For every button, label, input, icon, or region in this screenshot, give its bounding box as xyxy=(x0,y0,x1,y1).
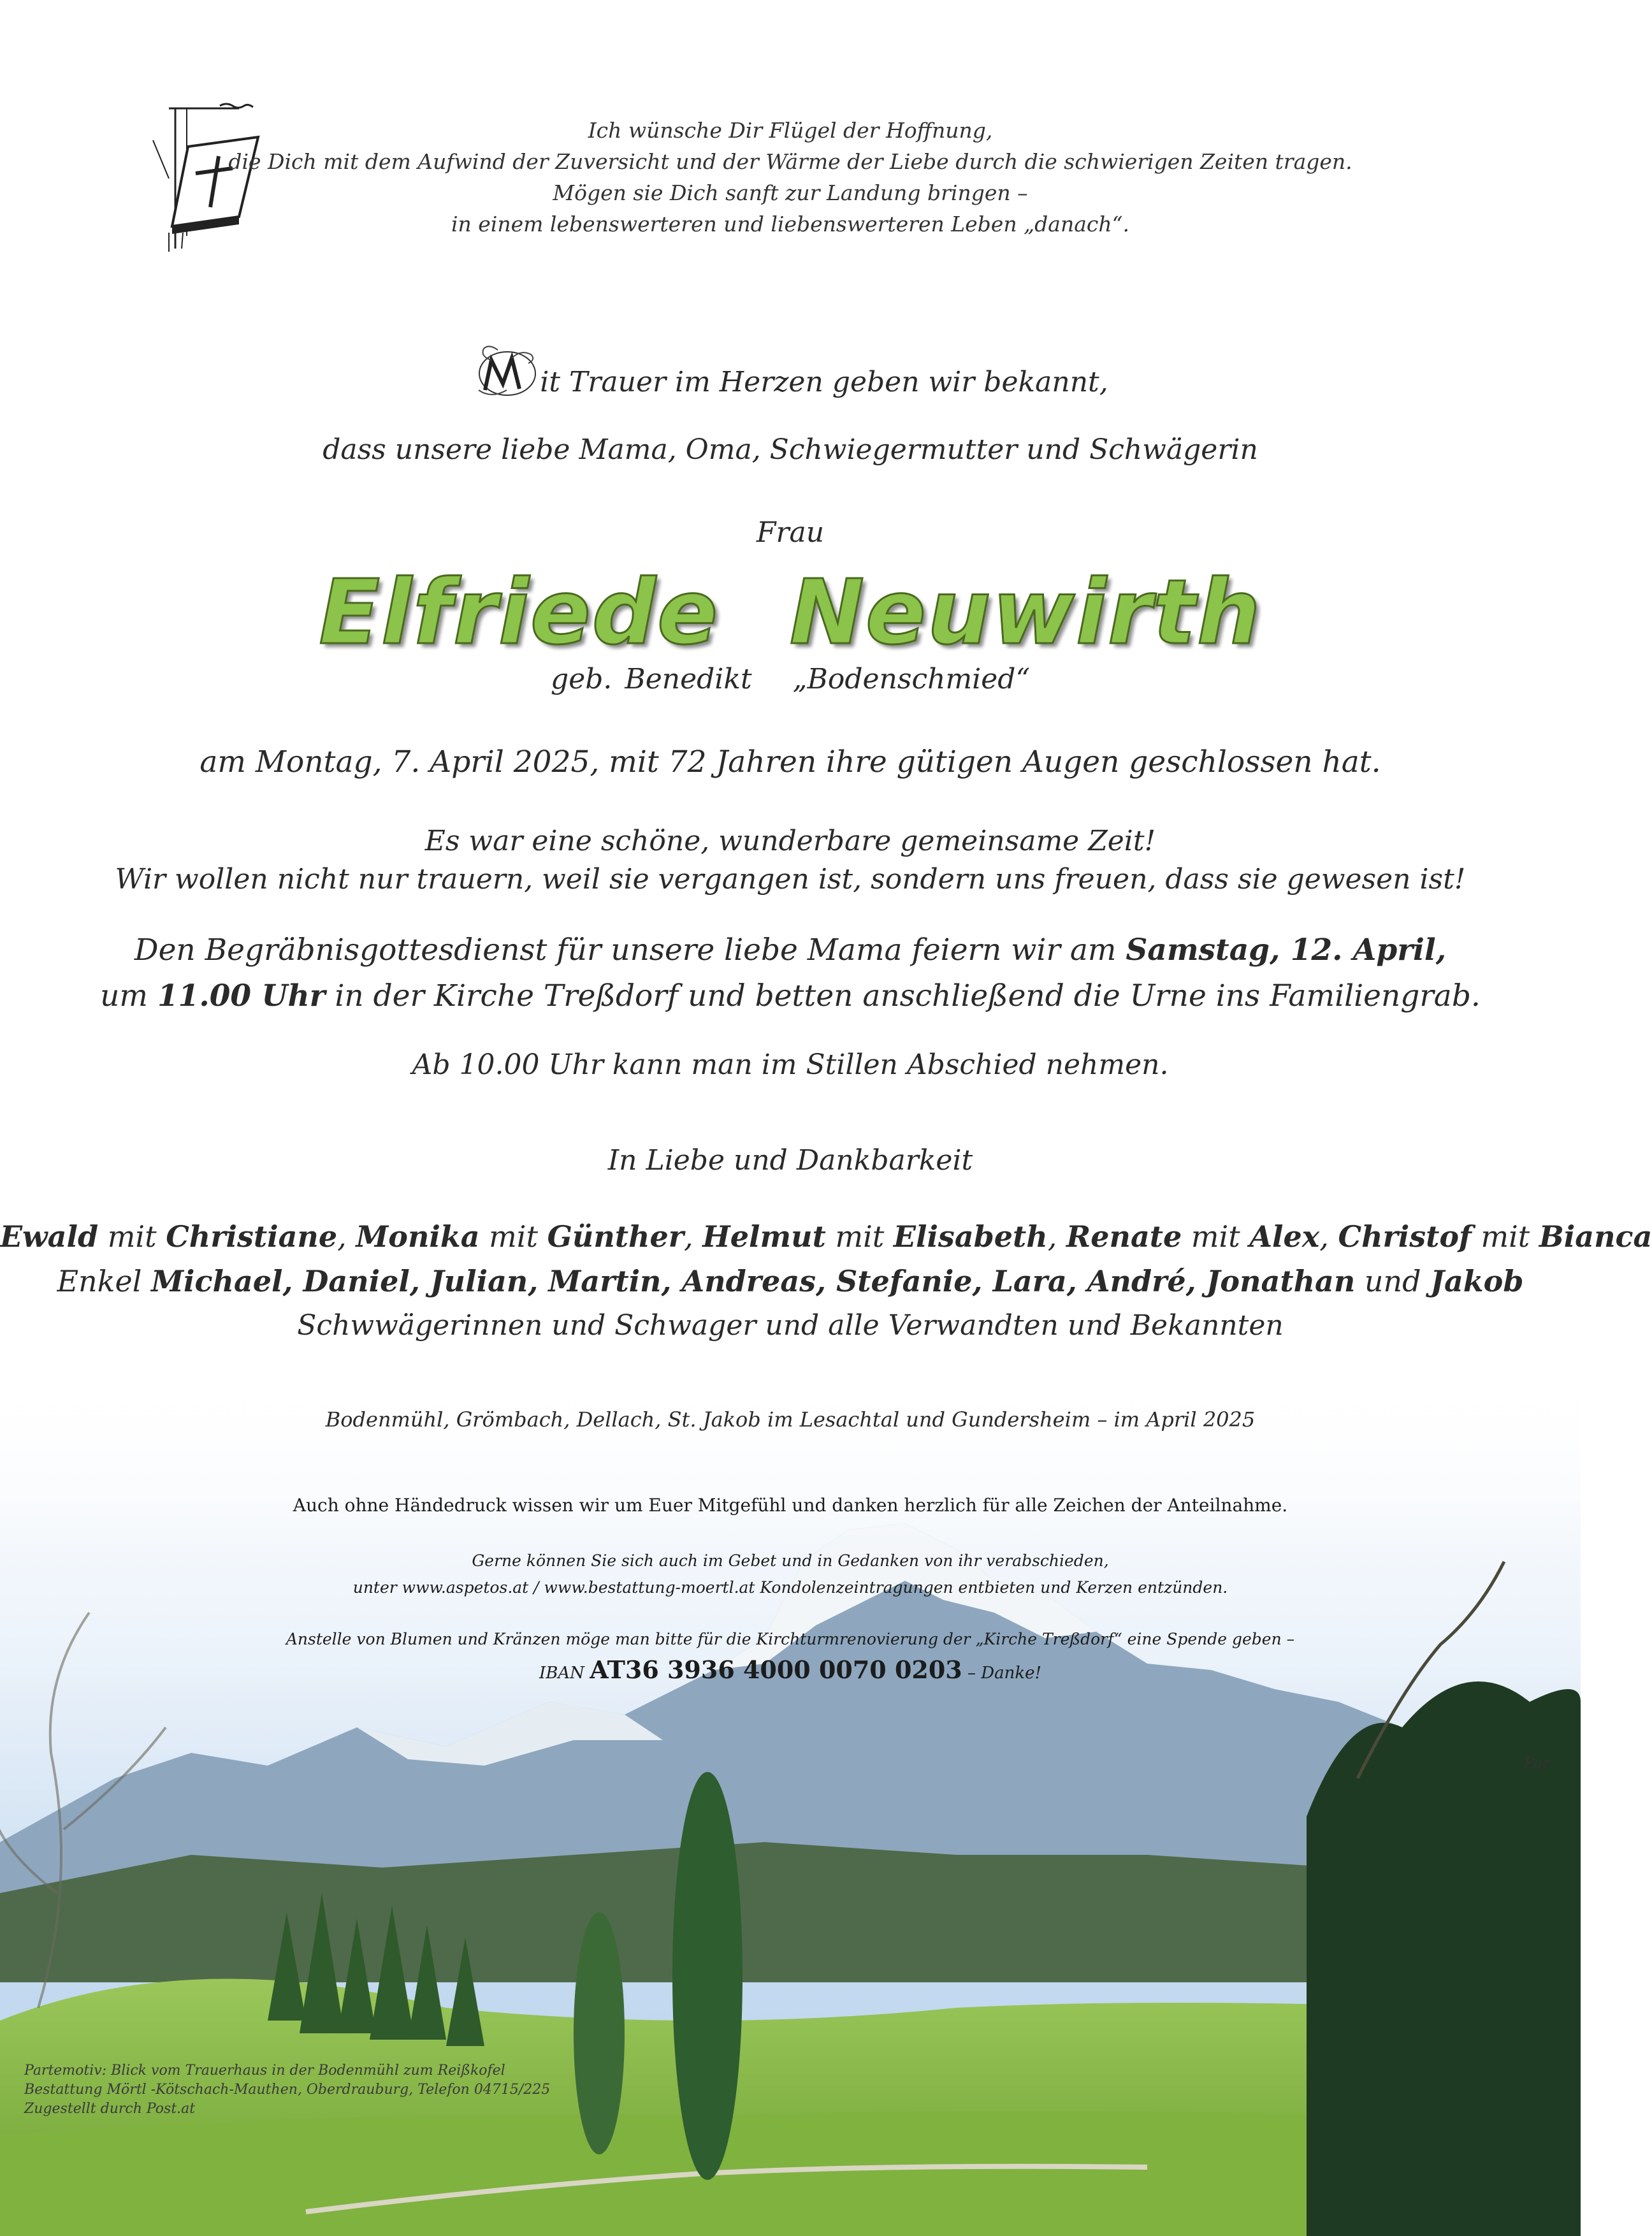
donation-note: Anstelle von Blumen und Kränzen möge man bitte für die Kirchturmrenovierung der „Kirche Treßdorf“ eine Spende geben – xyxy=(286,1630,1295,1648)
intro-line-1: it Trauer im Herzen geben wir bekannt, xyxy=(540,366,1108,398)
quote xyxy=(0,822,1581,899)
quote-line-1: Es war eine schöne, wunderbare gemeinsame Zeit! xyxy=(424,825,1156,857)
with-word: mit xyxy=(835,1219,885,1254)
poem-line: Ich wünsche Dir Flügel der Hoffnung, xyxy=(588,118,993,143)
farewell-note: Ab 10.00 Uhr kann man im Stillen Abschied nehmen. xyxy=(412,1049,1169,1081)
partner-name: Alex xyxy=(1249,1219,1320,1254)
child-name: Ewald xyxy=(0,1219,99,1254)
partner-name: Günther xyxy=(547,1219,684,1254)
service-date: Samstag, 12. April, xyxy=(1126,933,1447,968)
funeral-service xyxy=(0,927,1581,1019)
online-line-1: Gerne können Sie sich auch im Gebet und in Gedanken von ihr verabschieden, xyxy=(472,1551,1109,1570)
with-word: mit xyxy=(107,1219,157,1254)
iban-label: IBAN xyxy=(539,1664,584,1683)
grandchildren-row xyxy=(0,1259,1581,1303)
poem-line: Mögen sie Dich sanft zur Landung bringen – xyxy=(553,180,1028,205)
service-text-1: Den Begräbnisgottesdienst für unsere liebe Mama feiern wir am xyxy=(134,933,1117,968)
iban-suffix: – Danke! xyxy=(967,1664,1041,1683)
quote-line-2: Wir wollen nicht nur trauern, weil sie vergangen ist, sondern uns freuen, dass sie gewesen ist! xyxy=(115,863,1466,896)
credit-line-2: Bestattung Mörtl -Kötschach-Mauthen, Oberdrauburg, Telefon 04715/225 xyxy=(24,2082,551,2098)
death-line: am Montag, 7. April 2025, mit 72 Jahren ihre gütigen Augen geschlossen hat. xyxy=(199,744,1381,780)
relatives-line: Schwwägerinnen und Schwager und alle Verwandten und Bekannten xyxy=(297,1309,1284,1342)
salutation: Frau xyxy=(756,516,825,549)
and-word: und xyxy=(1364,1264,1421,1298)
poem-line: die Dich mit dem Aufwind der Zuversicht und der Wärme der Liebe durch die schwierigen Zeiten tragen. xyxy=(228,149,1352,174)
house-name: „Bodenschmied“ xyxy=(792,663,1030,695)
first-name: Elfriede xyxy=(319,561,720,665)
child-name: Helmut xyxy=(702,1219,826,1254)
ornamental-initial-m-icon xyxy=(472,344,542,403)
deceased-name xyxy=(0,561,1581,665)
child-name: Christof xyxy=(1338,1219,1472,1254)
credit-line-3: Zugestellt durch Post.at xyxy=(24,2101,196,2117)
grandchildren-label: Enkel xyxy=(57,1264,142,1298)
with-word: mit xyxy=(1481,1219,1530,1254)
online-condolences xyxy=(0,1548,1581,1601)
service-text-2: um xyxy=(100,978,148,1013)
credit-line-1: Partemotiv: Blick vom Trauerhaus in der Bodenmühl zum Reißkofel xyxy=(24,2063,505,2079)
birth-name: geb. Benedikt xyxy=(551,663,752,695)
signoff: In Liebe und Dankbarkeit xyxy=(607,1144,973,1177)
thanks-note: Auch ohne Händedruck wissen wir um Euer Mitgefühl und danken herzlich für alle Zeichen der Anteilnahme. xyxy=(293,1495,1288,1516)
online-line-2: unter www.aspetos.at / www.bestattung-moertl.at Kondolenzeintragungen entbieten und Kerzen entzünden. xyxy=(352,1578,1228,1597)
birth-name-line xyxy=(0,663,1581,695)
children-row: Ewald mit Christiane, Monika mit Günther, Helmut mit Elisabeth, Renate mit Alex, Christof mit Bianca xyxy=(0,1219,1652,1254)
child-name: Monika xyxy=(356,1219,480,1254)
child-name: Renate xyxy=(1066,1219,1182,1254)
with-word: mit xyxy=(1191,1219,1240,1254)
photo-credits xyxy=(24,2061,550,2119)
iban-number: AT36 3936 4000 0070 0203 xyxy=(590,1655,962,1684)
service-text-3: in der Kirche Treßdorf und betten anschließend die Urne ins Familiengrab. xyxy=(335,978,1481,1013)
announcement-intro xyxy=(0,344,1581,403)
iban-line xyxy=(0,1655,1581,1684)
intro-line-2: dass unsere liebe Mama, Oma, Schwiegermutter und Schwägerin xyxy=(322,433,1258,466)
poem-line: in einem lebenswerteren und liebenswerteren Leben „danach“. xyxy=(451,212,1129,236)
last-name: Neuwirth xyxy=(789,561,1262,665)
parte-mark: Par xyxy=(1524,1754,1550,1772)
family-list xyxy=(0,1214,1652,1348)
partner-name: Christiane xyxy=(166,1219,338,1254)
with-word: mit xyxy=(489,1219,538,1254)
partner-name: Elisabeth xyxy=(893,1219,1048,1254)
poem xyxy=(0,115,1581,240)
partner-name: Bianca xyxy=(1539,1219,1652,1254)
grandchildren-names: Michael, Daniel, Julian, Martin, Andreas, Stefanie, Lara, André, Jonathan xyxy=(151,1264,1356,1298)
service-time: 11.00 Uhr xyxy=(157,978,326,1013)
places-date: Bodenmühl, Grömbach, Dellach, St. Jakob im Lesachtal und Gundersheim – im April 2025 xyxy=(325,1407,1256,1432)
last-grandchild: Jakob xyxy=(1430,1264,1524,1298)
